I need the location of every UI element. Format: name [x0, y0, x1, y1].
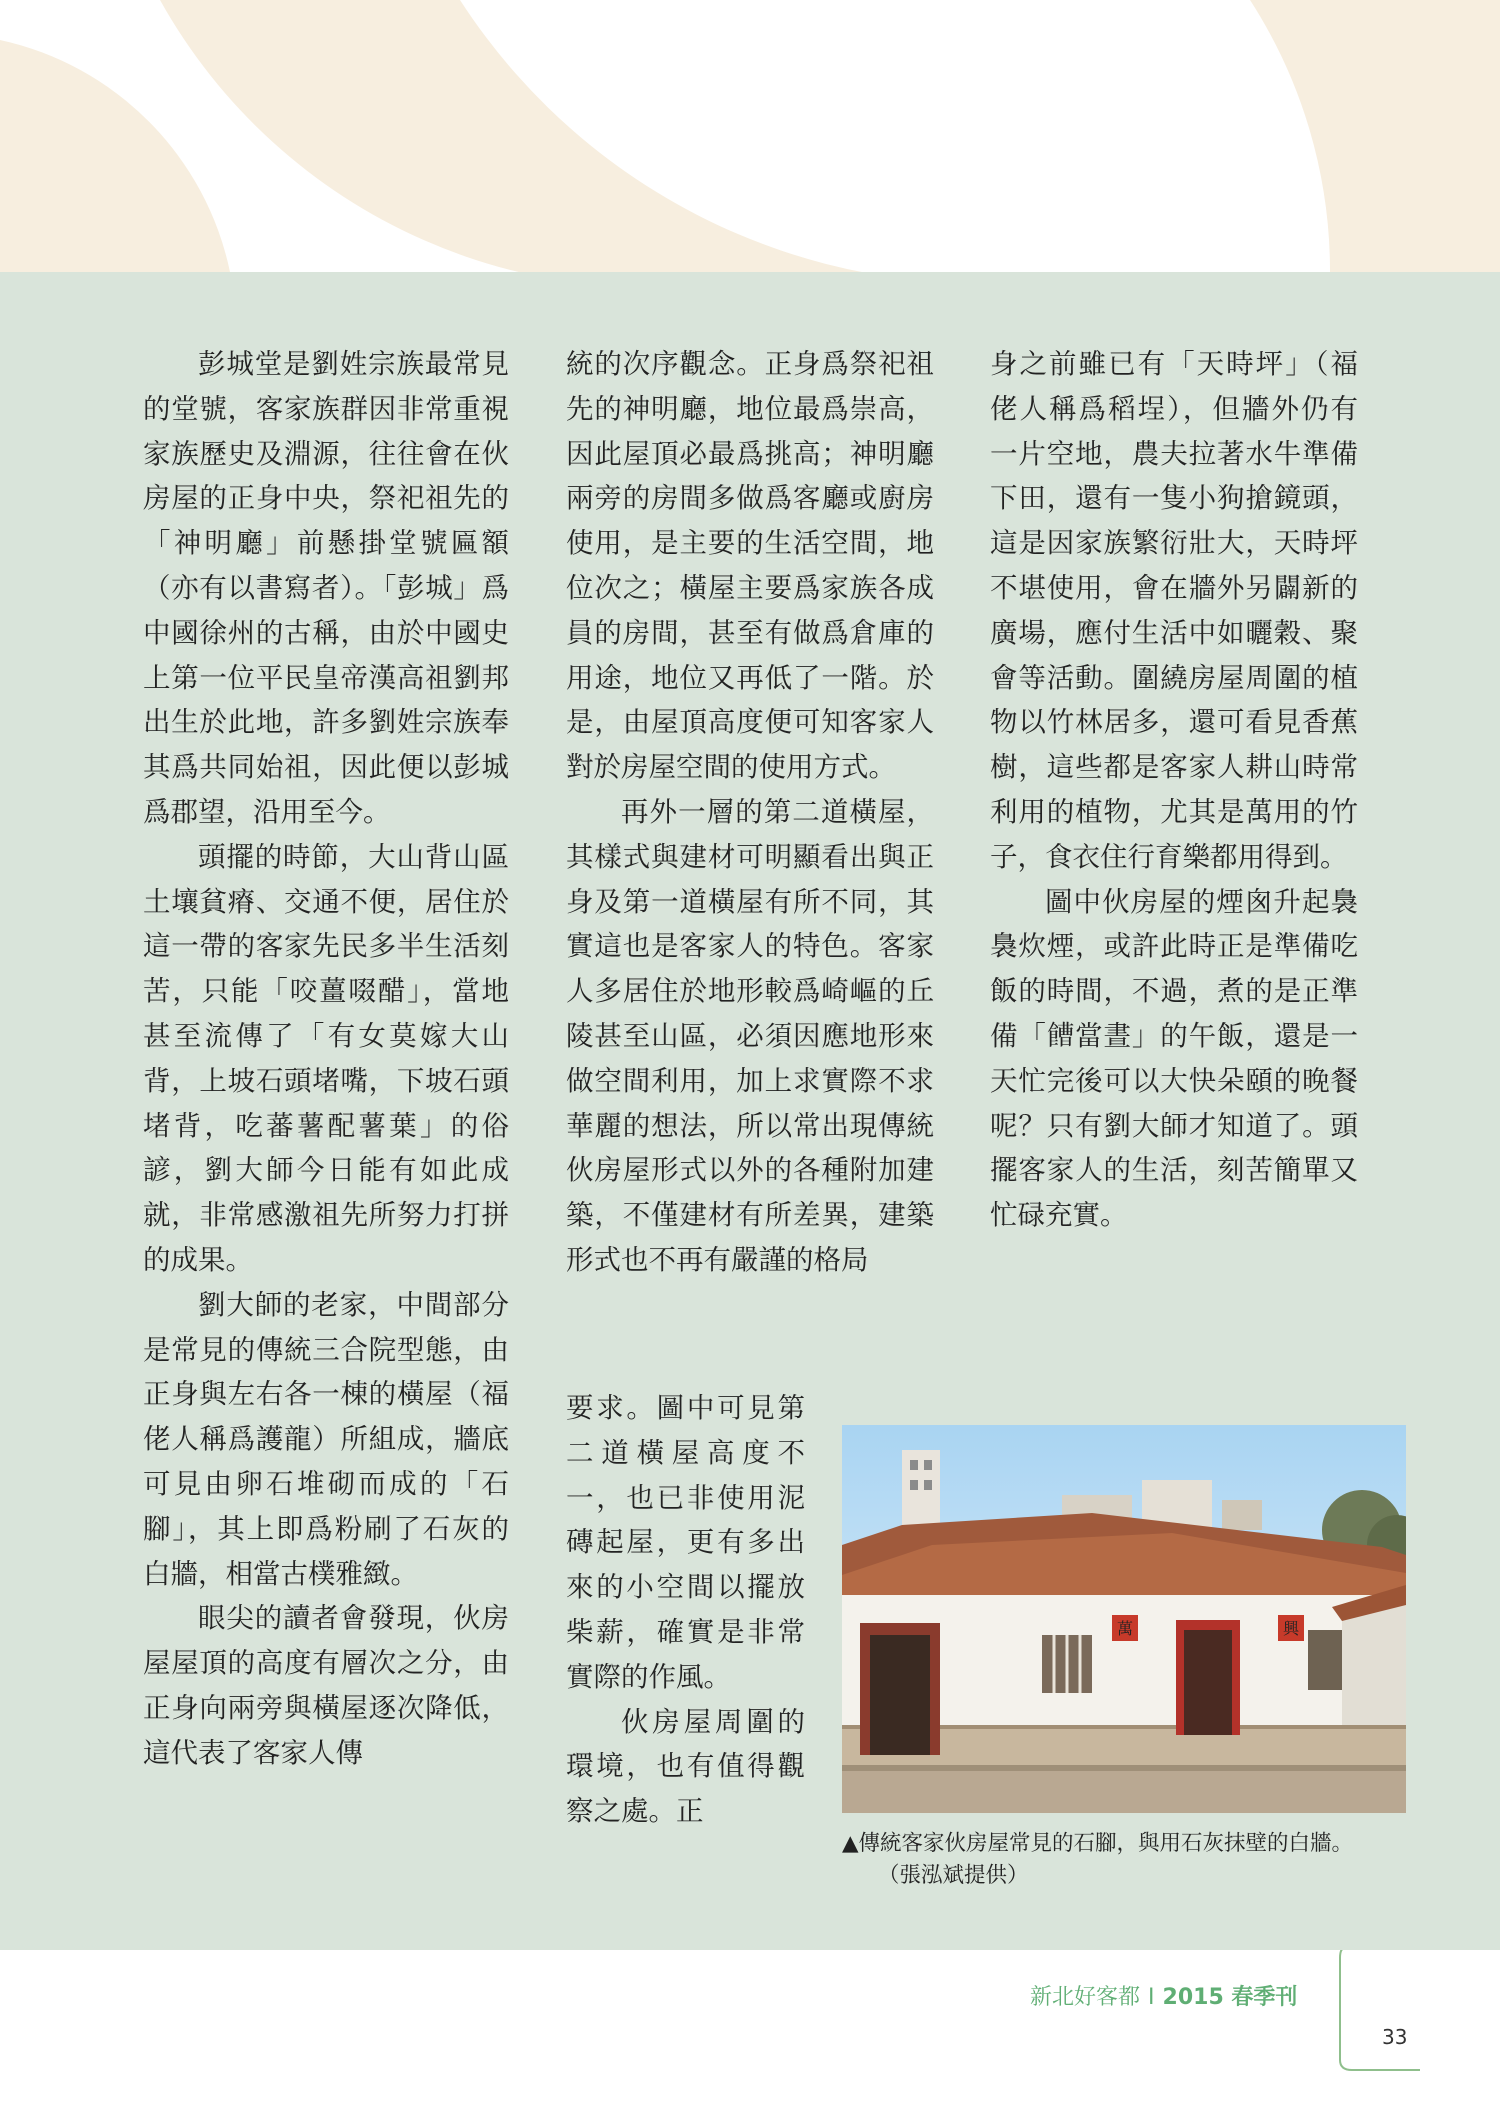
paragraph: 再外一層的第二道橫屋，其樣式與建材可明顯看出與正身及第一道橫屋有所不同，其實這也是客家人的特色。客家人多居住於地形較爲崎嶇的丘陵甚至山區，必須因應地形來做空間利用，加上求實際不求華麗的想法，所以常出現傳統伙房屋形式以外的各種附加建築，不僅建材有所差異，建築形式也不再有嚴謹的格局	[566, 795, 934, 1276]
sign-left: 萬	[1116, 1619, 1134, 1638]
paragraph: 頭擺的時節，大山背山區土壤貧瘠、交通不便，居住於這一帶的客家先民多半生活刻苦，只能「咬薑啜醋」，當地甚至流傳了「有女莫嫁大山背，上坡石頭堵嘴，下坡石頭堵背，吃蕃薯配薯葉」的俗諺，劉大師今日能有如此成就，非常感激祖先所努力打拼的成果。	[143, 840, 509, 1276]
article-column-3	[990, 342, 1358, 1238]
paragraph: 統的次序觀念。正身爲祭祀祖先的神明廳，地位最爲崇高，因此屋頂必最爲挑高；神明廳兩旁的房間多做爲客廳或廚房使用，是主要的生活空間，地位次之；橫屋主要爲家族各成員的房間，甚至有做爲倉庫的用途，地位又再低了一階。於是，由屋頂高度便可知客家人對於房屋空間的使用方式。	[566, 348, 934, 784]
article-column-1	[143, 342, 509, 1776]
paragraph: 伙房屋周圍的環境，也有值得觀察之處。正	[566, 1705, 805, 1828]
issue-label: 2015 春季刊	[1162, 1985, 1298, 2010]
photo-caption	[842, 1828, 1452, 1892]
magazine-name: 新北好客都	[1030, 1985, 1141, 2010]
sign-right: 興	[1282, 1619, 1300, 1638]
paragraph: 圖中伙房屋的煙囪升起裊裊炊煙，或許此時正是準備吃飯的時間，不過，煮的是正準備「𩞄當晝」的午飯，還是一天忙完後可以大快朵頤的晚餐呢？只有劉大師才知道了。頭擺客家人的生活，刻苦簡單又忙碌充實。	[990, 885, 1358, 1232]
page-number: 33	[1382, 2025, 1408, 2049]
article-column-2	[566, 342, 934, 1283]
house-photo	[842, 1425, 1406, 1813]
caption-line-1: ▲傳統客家伙房屋常見的石腳，與用石灰抹壁的白牆。	[842, 1831, 1354, 1856]
caption-credit: （張泓斌提供）	[878, 1863, 1029, 1888]
paragraph: 要求。圖中可見第二道橫屋高度不一，也已非使用泥磚起屋，更有多出來的小空間以擺放柴薪，確實是非常實際的作風。	[566, 1392, 805, 1693]
footer-separator: I	[1148, 1985, 1155, 2010]
paragraph: 身之前雖已有「天時坪」（福佬人稱爲稻埕），但牆外仍有一片空地，農夫拉著水牛準備下田，還有一隻小狗搶鏡頭，這是因家族繁衍壯大，天時坪不堪使用，會在牆外另闢新的廣場，應付生活中如曬穀、聚會等活動。圍繞房屋周圍的植物以竹林居多，還可看見香蕉樹，這些都是客家人耕山時常利用的植物，尤其是萬用的竹子，食衣住行育樂都用得到。	[990, 348, 1358, 873]
paragraph: 彭城堂是劉姓宗族最常見的堂號，客家族群因非常重視家族歷史及淵源，往往會在伙房屋的正身中央，祭祀祖先的「神明廳」前懸掛堂號匾額（亦有以書寫者）。「彭城」爲中國徐州的古稱，由於中國史上第一位平民皇帝漢高祖劉邦出生於此地，許多劉姓宗族奉其爲共同始祖，因此便以彭城爲郡望，沿用至今。	[143, 348, 509, 828]
paragraph: 劉大師的老家，中間部分是常見的傳統三合院型態，由正身與左右各一棟的橫屋（福佬人稱爲護龍）所組成，牆底可見由卵石堆砌而成的「石腳」，其上即爲粉刷了石灰的白牆，相當古樸雅緻。	[143, 1288, 509, 1590]
house-illustration	[842, 1425, 1406, 1813]
article-column-2-narrow	[566, 1386, 805, 1834]
footer-masthead	[1030, 1980, 1297, 2011]
paragraph: 眼尖的讀者會發現，伙房屋屋頂的高度有層次之分，由正身向兩旁與橫屋逐次降低，這代表了客家人傳	[143, 1602, 509, 1769]
